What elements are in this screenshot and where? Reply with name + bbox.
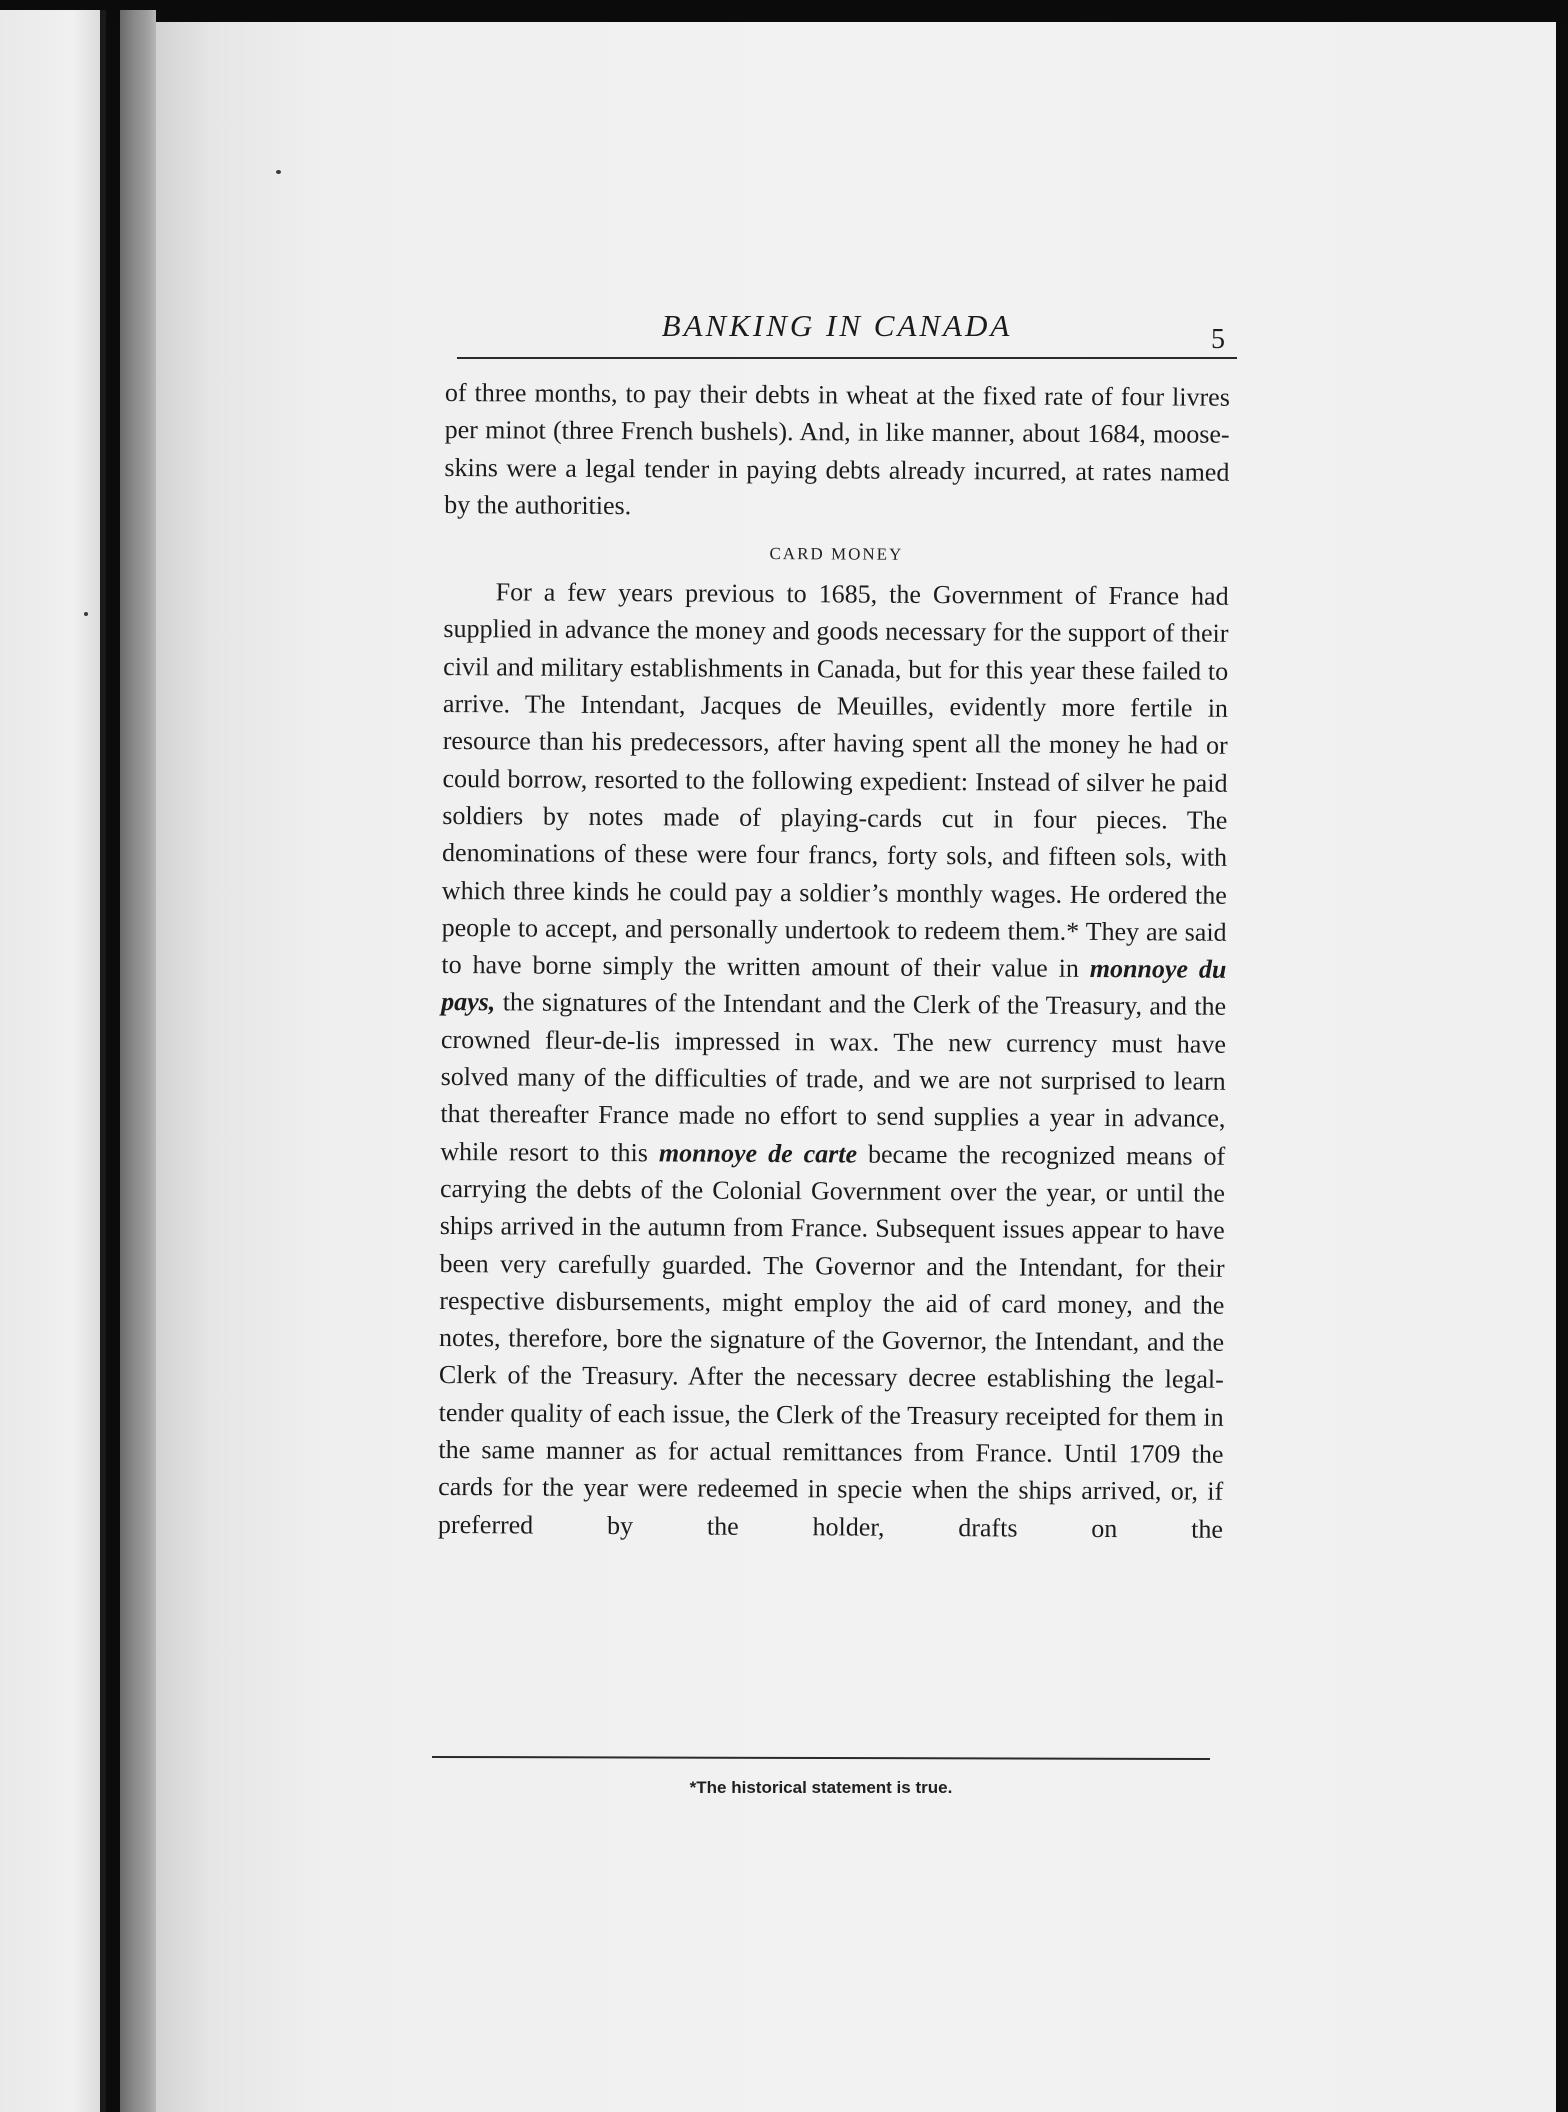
header-rule [457, 357, 1237, 359]
card-money-paragraph [438, 573, 1229, 1547]
paragraph-text-part3: became the recognized means of carrying the debts of the Colonial Government over the year, or until the ships arrived in the autumn from France. Subsequent issues appear to have been very carefully guarded. The Governor and the Intendant, for their respective disbursements, might employ the aid of card money, and the notes, therefore, bore the signature of the Governor, the Intendant, and the Clerk of the Treasury. After the necessary decree establishing the legal-tender quality of each issue, the Clerk of the Treasury receipted for them in the same manner as for actual remittances from France. Until 1709 the cards for the year were redeemed in specie when the ships arrived, or, if preferred by the holder, drafts on the [437, 1139, 1226, 1544]
paper-speck [276, 170, 281, 174]
continuation-text: of three months, to pay their debts in wheat at the fixed rate of four livres per minot (three French bushels). And, in like manner, about 1684, moose-skins were a legal tender in paying debts already incurred, at rates named by the authorities. [444, 377, 1230, 521]
page-number: 5 [1211, 324, 1225, 355]
running-head [457, 302, 1225, 362]
facing-page-shadow [100, 10, 106, 2112]
continuation-paragraph [444, 374, 1230, 528]
paragraph-text-part2: the signatures of the Intendant and the Clerk of the Treasury, and the crowned fleur-de-lis impressed in wax. The new currency must have solved many of the difficulties of trade, and we are not surprised to learn that thereafter France made no effort to send supplies a year in advance, while resort to this [440, 987, 1227, 1167]
paper-speck [84, 612, 88, 616]
italic-term-monnoye-de-carte: monnoye de carte [658, 1137, 858, 1169]
footnote: *The historical statement is true. [689, 1778, 953, 1797]
body-text [438, 374, 1230, 1548]
book-binding-shadow [120, 10, 156, 2112]
section-heading: CARD MONEY [769, 544, 904, 564]
italic-term-monnoye-du-pays: monnoye du pays, [441, 954, 1227, 1017]
facing-page-edge [0, 10, 104, 2112]
running-title: BANKING IN CANADA [661, 308, 1013, 343]
paragraph-text-part1: For a few years previous to 1685, the Government of France had supplied in advance the money and goods necessary for the support of their civil and military establishments in Canada, but for this year these failed to arrive. The Intendant, Jacques de Meuilles, evidently more fertile in resource than his predecessors, after having spent all the money he had or could borrow, resorted to the following expedient: Instead of silver he paid soldiers by notes made of playing-cards cut in four pieces. The denominations of these were four francs, forty sols, and fifteen sols, with which three kinds he could pay a soldier’s monthly wages. He ordered the people to accept, and personally undertook to redeem them.* They are said to have borne simply the written amount of their value in [441, 577, 1229, 984]
